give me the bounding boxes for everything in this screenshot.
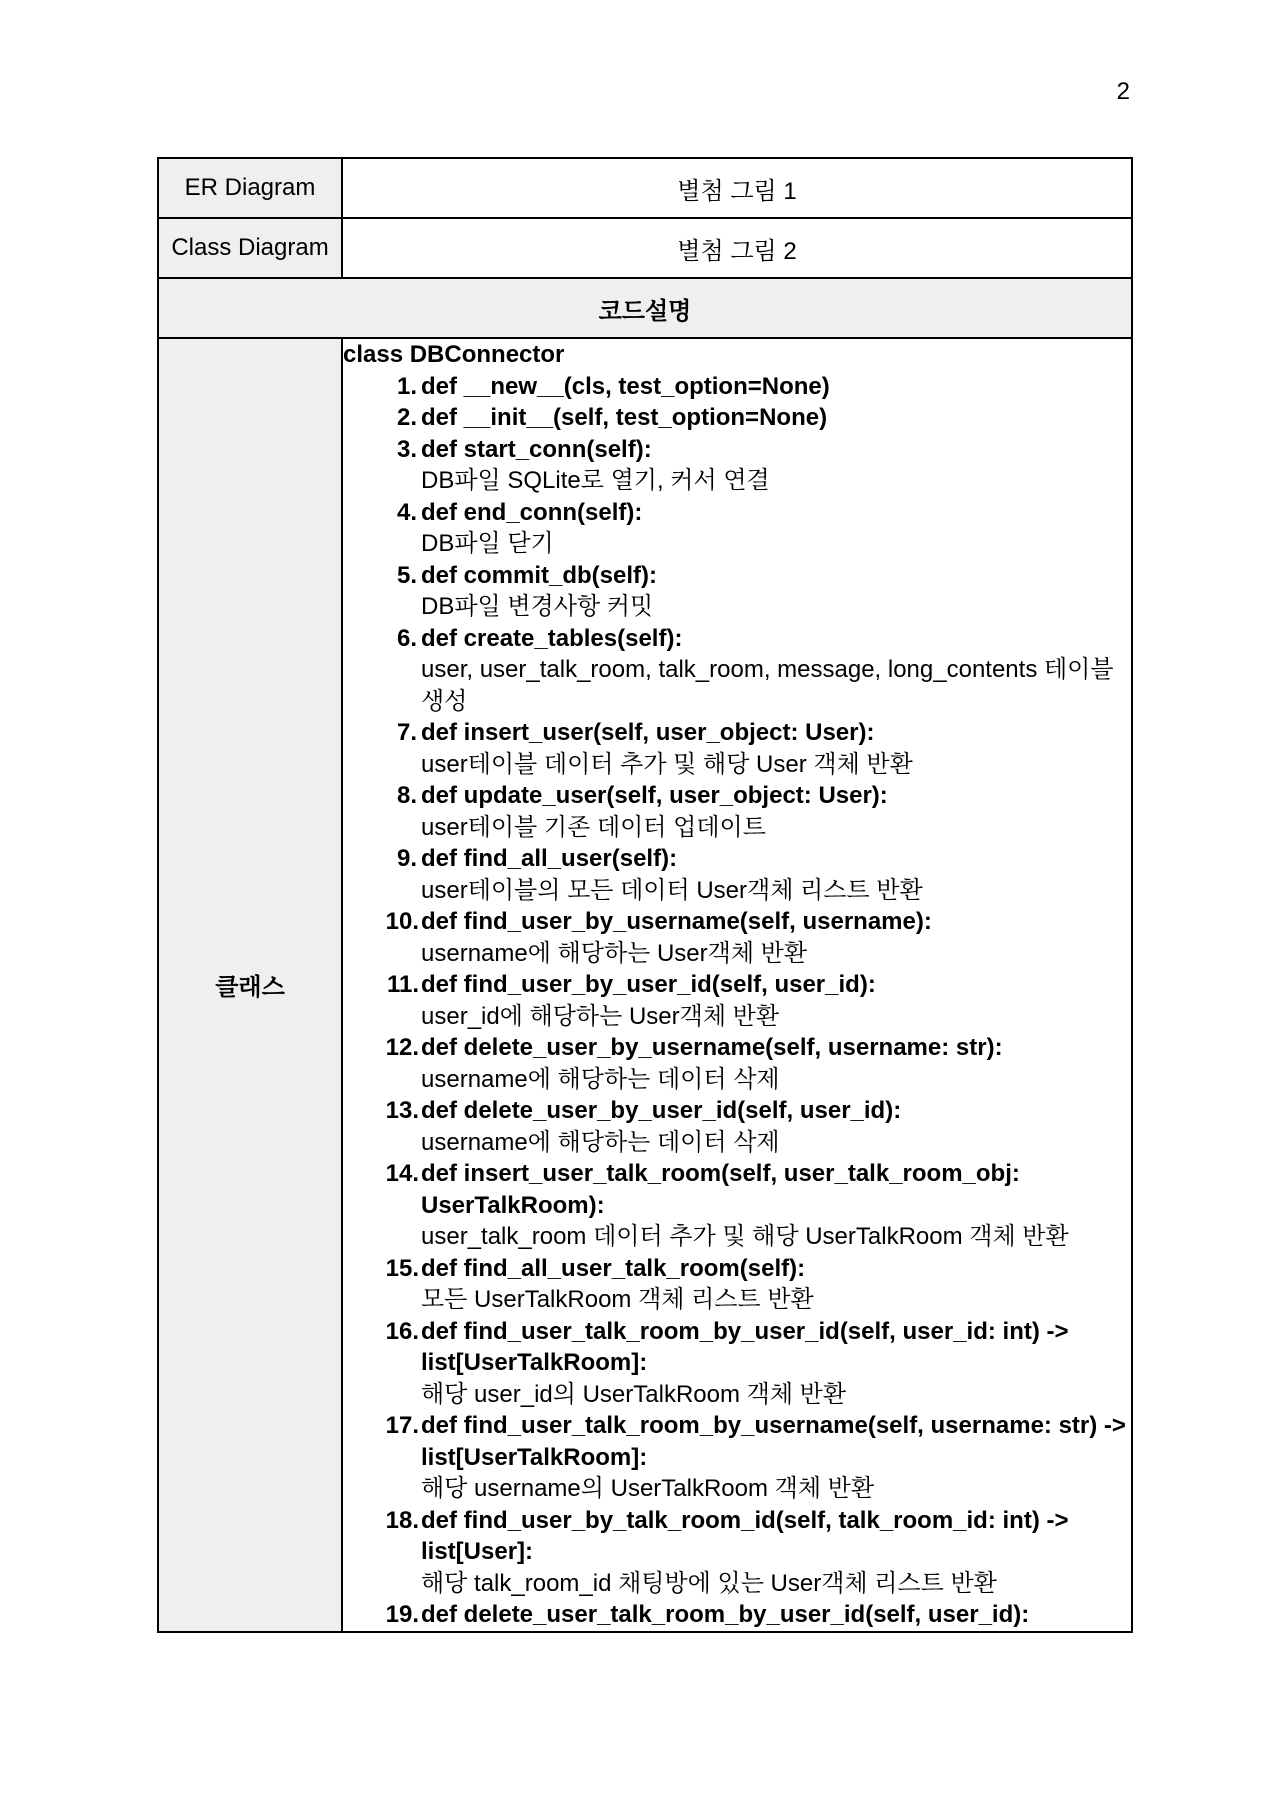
class-content: [342, 338, 1132, 1632]
method-number: 4.: [396, 498, 417, 526]
method-item: [343, 1095, 1131, 1158]
method-number: 12.: [385, 1034, 419, 1061]
method-item: [343, 1253, 1131, 1316]
method-signature: def insert_user_talk_room(self, user_talk_room_obj: UserTalkRoom):: [421, 1160, 1020, 1219]
method-number: 6.: [396, 624, 417, 652]
method-description: DB파일 닫기: [421, 530, 554, 557]
method-item: [343, 497, 1131, 560]
method-description: username에 해당하는 User객체 반환: [421, 939, 808, 967]
method-item: [343, 906, 1131, 969]
method-item: [343, 969, 1131, 1032]
method-signature: def find_user_talk_room_by_user_id(self, user_id: int) -> list[UserTalkRoom]:: [421, 1317, 1069, 1376]
method-description: 모든 UserTalkRoom 객체 리스트 반환: [421, 1286, 814, 1313]
method-signature: def find_all_user_talk_room(self):: [421, 1254, 806, 1282]
method-signature: def delete_user_by_user_id(self, user_id):: [421, 1097, 902, 1124]
method-item: [343, 371, 1131, 403]
method-description: user테이블의 모든 데이터 User객체 리스트 반환: [421, 876, 923, 904]
method-number: 18.: [385, 1506, 419, 1534]
method-number: 14.: [385, 1160, 419, 1187]
method-item: [343, 717, 1131, 780]
method-description: user_id에 해당하는 User객체 반환: [421, 1002, 780, 1030]
method-number: 13.: [385, 1097, 419, 1124]
method-item: [343, 560, 1131, 623]
code-description-row: [158, 278, 1132, 338]
method-description: DB파일 SQLite로 열기, 커서 연결: [421, 467, 770, 494]
method-number: 19.: [385, 1601, 419, 1628]
method-item: [343, 1032, 1131, 1095]
method-description: 해당 user_id의 UserTalkRoom 객체 반환: [421, 1380, 847, 1408]
er-diagram-row: [158, 158, 1132, 218]
method-description: username에 해당하는 데이터 삭제: [421, 1128, 780, 1156]
method-number: 15.: [385, 1254, 419, 1282]
method-item: [343, 623, 1131, 718]
method-number: 3.: [396, 435, 417, 463]
method-signature: def find_user_by_talk_room_id(self, talk_room_id: int) -> list[User]:: [421, 1506, 1069, 1565]
method-number: 1.: [396, 372, 417, 400]
method-list: [343, 371, 1131, 1631]
method-description: DB파일 변경사항 커밋: [421, 593, 654, 620]
class-row: [158, 338, 1132, 1632]
method-item: [343, 780, 1131, 843]
method-description: user테이블 데이터 추가 및 해당 User 객체 반환: [421, 750, 913, 778]
method-item: [343, 843, 1131, 906]
method-item: [343, 402, 1131, 434]
method-description: 해당 username의 UserTalkRoom 객체 반환: [421, 1475, 875, 1502]
page-number: 2: [1116, 78, 1130, 105]
method-signature: def delete_user_by_username(self, username: str):: [421, 1034, 1003, 1061]
method-number: 2.: [396, 404, 417, 431]
method-signature: def update_user(self, user_object: User):: [421, 782, 888, 809]
method-signature: def create_tables(self):: [421, 624, 683, 652]
method-number: 7.: [396, 719, 417, 746]
method-item: [343, 1505, 1131, 1600]
method-number: 8.: [396, 782, 417, 809]
er-diagram-label: ER Diagram: [158, 158, 342, 218]
method-signature: def __init__(self, test_option=None): [421, 404, 828, 431]
code-description-header: 코드설명: [158, 278, 1132, 338]
method-signature: def find_user_talk_room_by_username(self, username: str) -> list[UserTalkRoom]:: [421, 1412, 1126, 1471]
method-signature: def __new__(cls, test_option=None): [421, 372, 830, 400]
method-signature: def insert_user(self, user_object: User):: [421, 719, 875, 746]
class-label: 클래스: [158, 338, 342, 1632]
method-number: 16.: [385, 1317, 419, 1345]
method-number: 9.: [396, 845, 417, 872]
method-number: 10.: [385, 908, 419, 935]
class-name: class DBConnector: [343, 341, 565, 368]
method-description: 해당 talk_room_id 채팅방에 있는 User객체 리스트 반환: [421, 1569, 997, 1597]
document-table: [157, 157, 1133, 1633]
method-item: [343, 1599, 1131, 1631]
method-signature: def find_all_user(self):: [421, 845, 678, 872]
method-signature: def find_user_by_username(self, username):: [421, 908, 932, 935]
method-description: user테이블 기존 데이터 업데이트: [421, 813, 766, 841]
method-signature: def commit_db(self):: [421, 561, 658, 589]
class-diagram-value: 별첨 그림 2: [342, 218, 1132, 278]
method-description: user, user_talk_room, talk_room, message, long_contents 테이블 생성: [421, 656, 1114, 715]
method-signature: def start_conn(self):: [421, 435, 652, 463]
class-diagram-row: [158, 218, 1132, 278]
method-item: [343, 1158, 1131, 1253]
method-signature: def end_conn(self):: [421, 498, 643, 526]
method-item: [343, 434, 1131, 497]
method-number: 17.: [385, 1412, 419, 1439]
method-number: 11.: [386, 971, 419, 998]
er-diagram-value: 별첨 그림 1: [342, 158, 1132, 218]
method-signature: def find_user_by_user_id(self, user_id):: [421, 971, 876, 998]
method-description: user_talk_room 데이터 추가 및 해당 UserTalkRoom 객체 반환: [421, 1223, 1069, 1250]
class-diagram-label: Class Diagram: [158, 218, 342, 278]
method-item: [343, 1410, 1131, 1505]
method-item: [343, 1316, 1131, 1411]
method-signature: def delete_user_talk_room_by_user_id(self, user_id):: [421, 1601, 1030, 1628]
method-number: 5.: [396, 561, 417, 589]
method-description: username에 해당하는 데이터 삭제: [421, 1065, 780, 1093]
